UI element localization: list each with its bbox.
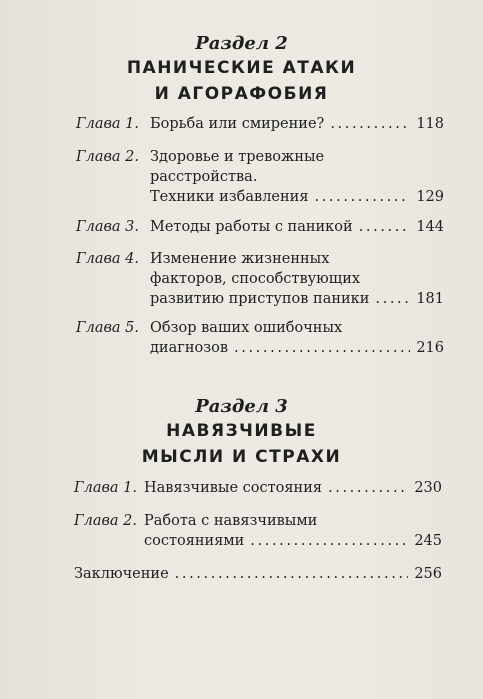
chapter-number: Глава 2. (76, 149, 140, 165)
dot-leader (314, 187, 410, 207)
page-number: 256 (414, 566, 442, 582)
chapter-title-line: Изменение жизненных (150, 251, 330, 267)
dot-leader (175, 564, 409, 584)
chapter-title-line: Навязчивые состояния (144, 480, 323, 496)
section-2-title (0, 55, 483, 107)
chapter-title-line: развитию приступов паники (150, 291, 370, 307)
chapter-title-line: расстройства. (150, 169, 258, 185)
chapter-title-line: состояниями (144, 533, 245, 549)
chapter-number: Глава 1. (74, 480, 138, 496)
chapter-number: Глава 5. (76, 320, 140, 336)
page-number: 129 (416, 189, 444, 205)
page-number: 216 (416, 340, 444, 356)
chapter-title-line: факторов, способствующих (150, 271, 361, 287)
chapter-number: Глава 4. (76, 251, 140, 267)
dot-leader (328, 478, 408, 498)
chapter-number: Глава 1. (76, 116, 140, 132)
chapter-title-line: диагнозов (150, 340, 229, 356)
section-3-label: Раздел 3 (195, 396, 288, 417)
page-number: 144 (416, 219, 444, 235)
conclusion-label: Заключение (74, 566, 169, 582)
section-2-label: Раздел 2 (195, 33, 288, 54)
section-3-title-line-1: НАВЯЗЧИВЫЕ (166, 421, 317, 441)
section-2-title-line-2: И АГОРАФОБИЯ (154, 84, 329, 104)
chapter-title-line: Работа с навязчивыми (144, 513, 318, 529)
section-3-title (0, 418, 483, 470)
page-number: 245 (414, 533, 442, 549)
chapter-title-line: Здоровье и тревожные (150, 149, 325, 165)
chapter-number: Глава 3. (76, 219, 140, 235)
chapter-number: Глава 2. (74, 513, 138, 529)
page-number: 181 (416, 291, 444, 307)
dot-leader (359, 217, 411, 237)
page-number: 230 (414, 480, 442, 496)
chapter-title-line: Методы работы с паникой (150, 219, 353, 235)
chapter-title-line: Обзор ваших ошибочных (150, 320, 343, 336)
section-2-title-line-1: ПАНИЧЕСКИЕ АТАКИ (126, 58, 357, 78)
dot-leader (330, 114, 410, 134)
dot-leader (375, 289, 410, 309)
chapter-title-line: Борьба или смирение? (150, 116, 325, 132)
section-3-title-line-2: МЫСЛИ И СТРАХИ (141, 447, 342, 467)
dot-leader (250, 531, 408, 551)
chapter-title-line: Техники избавления (150, 189, 309, 205)
page-number: 118 (416, 116, 444, 132)
dot-leader (234, 338, 410, 358)
